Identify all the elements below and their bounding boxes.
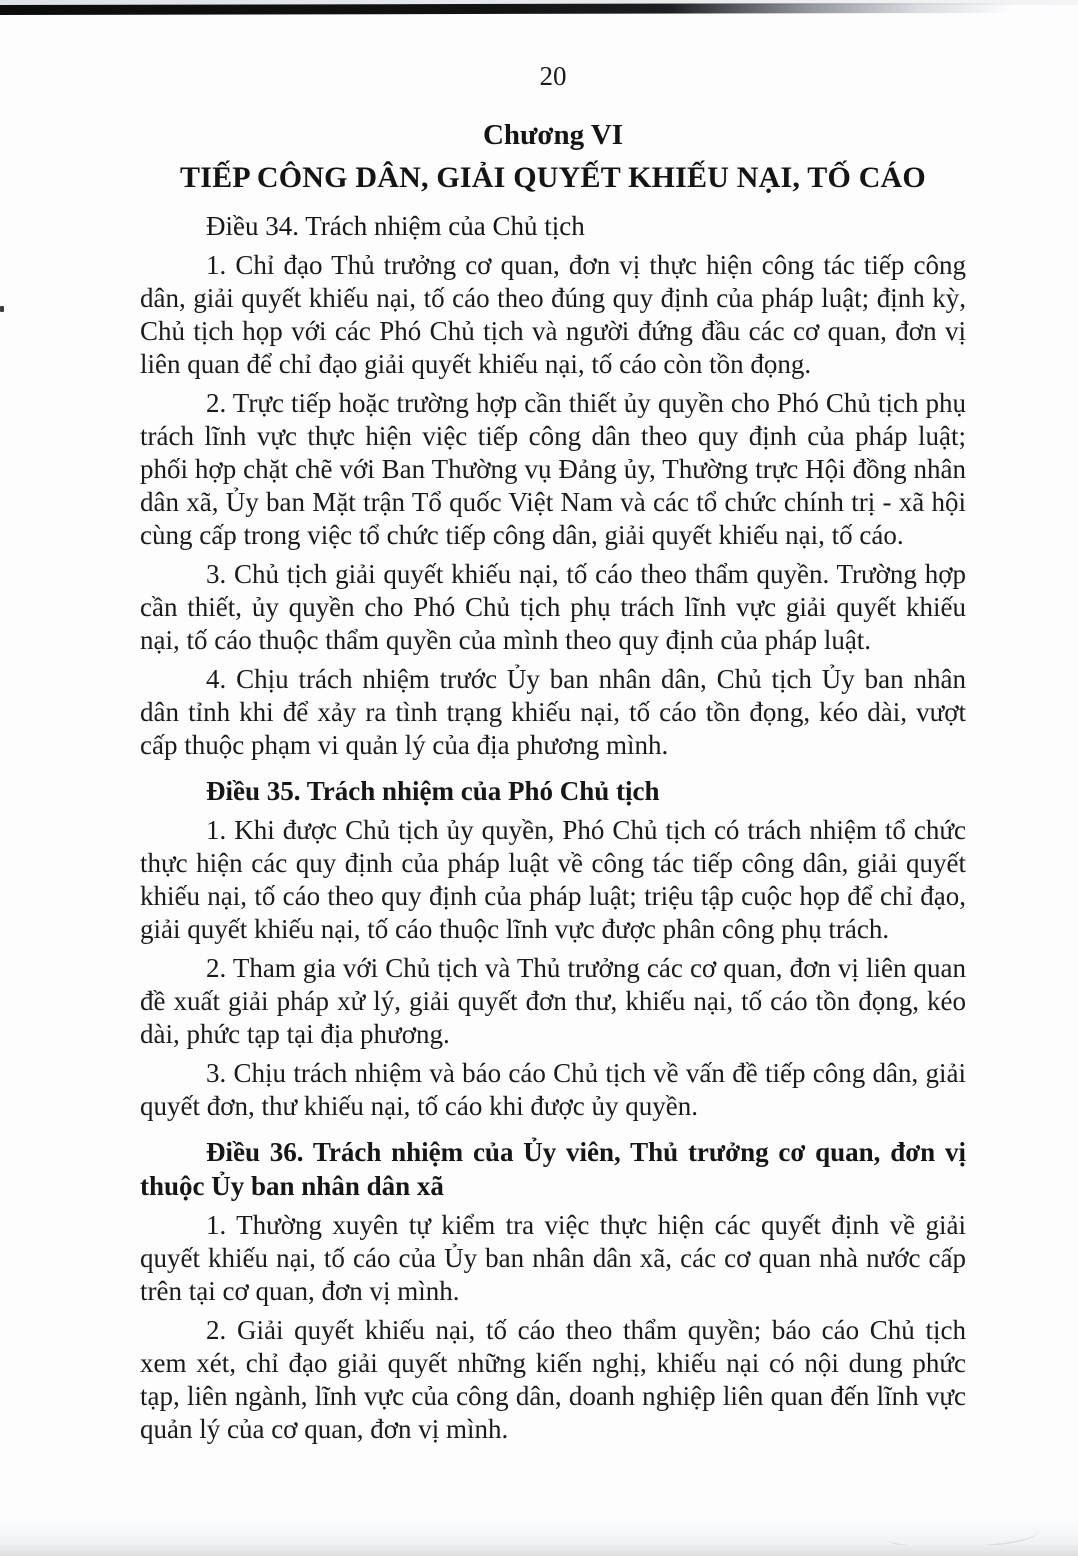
- scan-bottom-edge: [0, 1545, 1078, 1556]
- page-number: 20: [539, 61, 567, 91]
- article-34-paragraph-3: 3. Chủ tịch giải quyết khiếu nại, tố cáo theo thẩm quyền. Trường hợp cần thiết, ủy quyền cho Phó Chủ tịch phụ trách lĩnh vực giải quyết khiếu nại, tố cáo thuộc thẩm quyền của mình theo quy định của pháp luật.: [140, 559, 966, 655]
- article-35-heading: Điều 35. Trách nhiệm của Phó Chủ tịch: [206, 776, 660, 806]
- article-36-paragraph-2: 2. Giải quyết khiếu nại, tố cáo theo thẩm quyền; báo cáo Chủ tịch xem xét, chỉ đạo giải quyết những kiến nghị, khiếu nại có nội dung phức tạp, liên ngành, lĩnh vực của công dân, doanh nghiệp liên quan đến lĩnh vực quản lý của cơ quan, đơn vị mình.: [140, 1315, 966, 1444]
- article-34: [140, 209, 966, 762]
- article-36-paragraph-1: 1. Thường xuyên tự kiểm tra việc thực hiện các quyết định về giải quyết khiếu nại, tố cáo của Ủy ban nhân dân xã, các cơ quan nhà nước cấp trên tại cơ quan, đơn vị mình.: [140, 1210, 966, 1306]
- article-34-paragraph-1: 1. Chỉ đạo Thủ trưởng cơ quan, đơn vị thực hiện công tác tiếp công dân, giải quyết khiếu nại, tố cáo theo đúng quy định của pháp luật; định kỳ, Chủ tịch họp với các Phó Chủ tịch và người đứng đầu các cơ quan, đơn vị liên quan để chỉ đạo giải quyết khiếu nại, tố cáo còn tồn đọng.: [140, 250, 966, 379]
- chapter-label: Chương VI: [482, 119, 624, 151]
- article-35-paragraph-1: 1. Khi được Chủ tịch ủy quyền, Phó Chủ tịch có trách nhiệm tổ chức thực hiện các quy định của pháp luật về công tác tiếp công dân, giải quyết khiếu nại, tố cáo theo quy định của pháp luật; triệu tập cuộc họp để chỉ đạo, giải quyết khiếu nại, tố cáo thuộc lĩnh vực được phân công phụ trách.: [140, 815, 966, 944]
- article-35-paragraph-3: 3. Chịu trách nhiệm và báo cáo Chủ tịch về vấn đề tiếp công dân, giải quyết đơn, thư khiếu nại, tố cáo khi được ủy quyền.: [140, 1058, 966, 1121]
- article-34-heading: Điều 34. Trách nhiệm của Chủ tịch: [206, 211, 585, 241]
- article-36: [140, 1135, 966, 1446]
- article-36-heading: Điều 36. Trách nhiệm của Ủy viên, Thủ trưởng cơ quan, đơn vị thuộc Ủy ban nhân dân xã: [140, 1137, 966, 1201]
- chapter-title: TIẾP CÔNG DÂN, GIẢI QUYẾT KHIẾU NẠI, TỐ CÁO: [180, 161, 926, 194]
- article-34-paragraph-2: 2. Trực tiếp hoặc trường hợp cần thiết ủy quyền cho Phó Chủ tịch phụ trách lĩnh vực thực hiện việc tiếp công dân theo quy định của pháp luật; phối hợp chặt chẽ với Ban Thường vụ Đảng ủy, Thường trực Hội đồng nhân dân xã, Ủy ban Mặt trận Tổ quốc Việt Nam và các tổ chức chính trị - xã hội cùng cấp trong việc tổ chức tiếp công dân, giải quyết khiếu nại, tố cáo.: [140, 388, 966, 550]
- article-35-paragraph-2: 2. Tham gia với Chủ tịch và Thủ trưởng các cơ quan, đơn vị liên quan đề xuất giải pháp xử lý, giải quyết đơn thư, khiếu nại, tố cáo tồn đọng, kéo dài, phức tạp tại địa phương.: [140, 953, 966, 1049]
- scan-bottom-shadow: [0, 1519, 1078, 1545]
- article-34-paragraph-4: 4. Chịu trách nhiệm trước Ủy ban nhân dân, Chủ tịch Ủy ban nhân dân tỉnh khi để xảy ra tình trạng khiếu nại, tố cáo tồn đọng, kéo dài, vượt cấp thuộc phạm vi quản lý của địa phương mình.: [140, 664, 966, 760]
- article-35: [140, 774, 966, 1123]
